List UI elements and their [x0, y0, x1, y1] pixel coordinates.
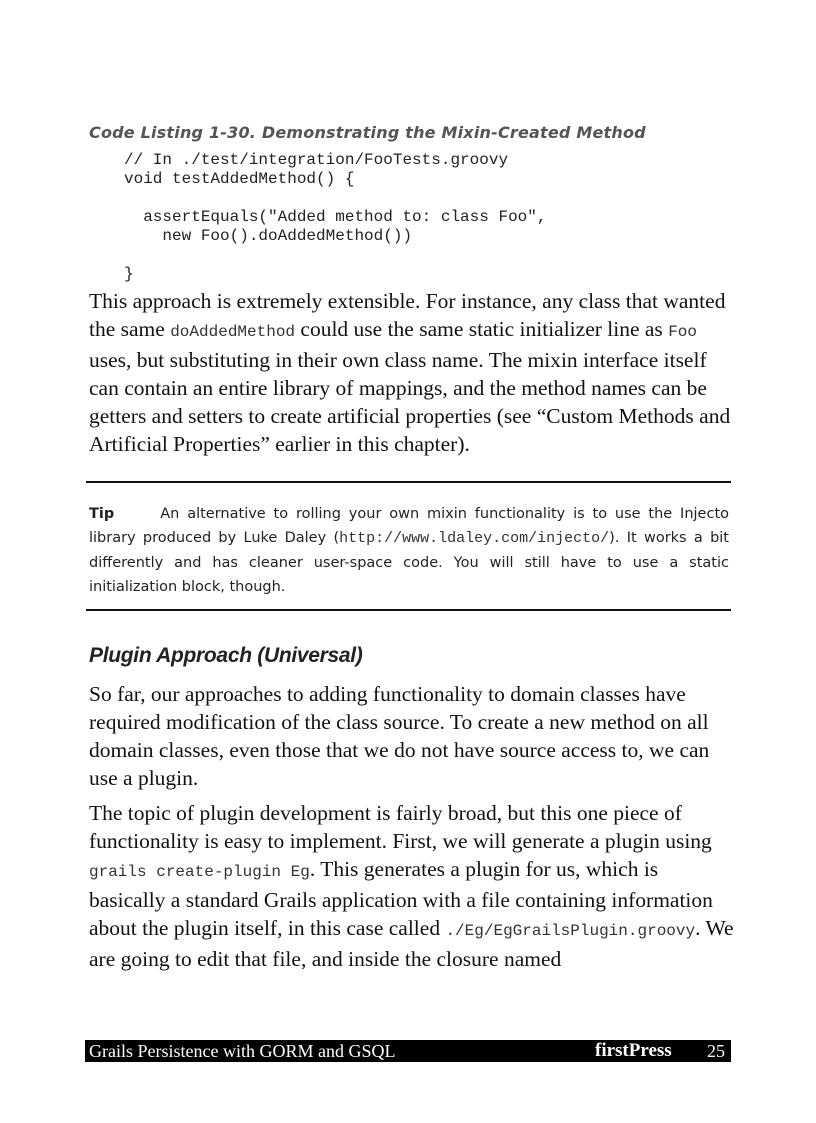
- section-heading: Plugin Approach (Universal): [89, 644, 363, 667]
- body-paragraph-plugin-development: [89, 799, 739, 973]
- para-text: This approach is extremely extensible. For instance, any class that wanted the same: [89, 289, 726, 341]
- tip-text: An alternative to rolling your own mixin functionality is to use the Injecto library produced by Luke Daley (: [89, 506, 729, 546]
- code-line: new Foo().doAddedMethod()): [124, 227, 413, 245]
- inline-code: ./Eg/EgGrailsPlugin.groovy: [445, 922, 696, 940]
- para-text: The topic of plugin development is fairly broad, but this one piece of functionality is easy to implement. First, we will generate a plugin using: [89, 801, 712, 853]
- tip-bottom-divider: [86, 609, 731, 611]
- inline-code: Foo: [668, 323, 697, 341]
- body-paragraph-extensibility: [89, 287, 739, 458]
- tip-top-divider: [86, 481, 731, 483]
- page-number: 25: [707, 1041, 725, 1061]
- tip-label: Tip: [89, 506, 115, 522]
- tip-text: ). It works a bit differently and has cleaner user-space code. You will still have to use a static initialization block, though.: [89, 530, 729, 595]
- inline-code: grails create-plugin Eg: [89, 863, 310, 881]
- para-text: could use the same static initializer line as: [295, 317, 669, 341]
- para-text: uses, but substituting in their own class name. The mixin interface itself can contain an entire library of mappings, and the method names can be getters and setters to create artificial properties (see “Custom Methods and Artificial Properties” earlier in this chapter).: [89, 348, 731, 456]
- code-listing: [124, 151, 546, 284]
- page-footer: [85, 1040, 731, 1062]
- para-text: . This generates a plugin for us, which is basically a standard Grails application with a file containing information about the plugin itself, in this case called: [89, 857, 713, 940]
- code-line: }: [124, 265, 134, 283]
- para-text: . We are going to edit that file, and inside the closure named: [89, 916, 734, 971]
- publisher-logo: firstPress: [595, 1040, 672, 1061]
- code-line: void testAddedMethod() {: [124, 170, 355, 188]
- code-line: assertEquals("Added method to: class Foo",: [124, 208, 547, 226]
- tip-url-link[interactable]: http://www.ldaley.com/injecto/: [339, 530, 610, 547]
- tip-box: [89, 502, 729, 599]
- footer-book-title: Grails Persistence with GORM and GSQL: [89, 1041, 396, 1061]
- code-listing-caption: Code Listing 1-30. Demonstrating the Mixin-Created Method: [89, 123, 646, 142]
- body-paragraph-plugin-intro: So far, our approaches to adding functionality to domain classes have required modification of the class source. To create a new method on all domain classes, even those that we do not have source access to, we can use a plugin.: [89, 682, 710, 790]
- code-line: // In ./test/integration/FooTests.groovy: [124, 151, 509, 169]
- inline-code: doAddedMethod: [170, 323, 296, 341]
